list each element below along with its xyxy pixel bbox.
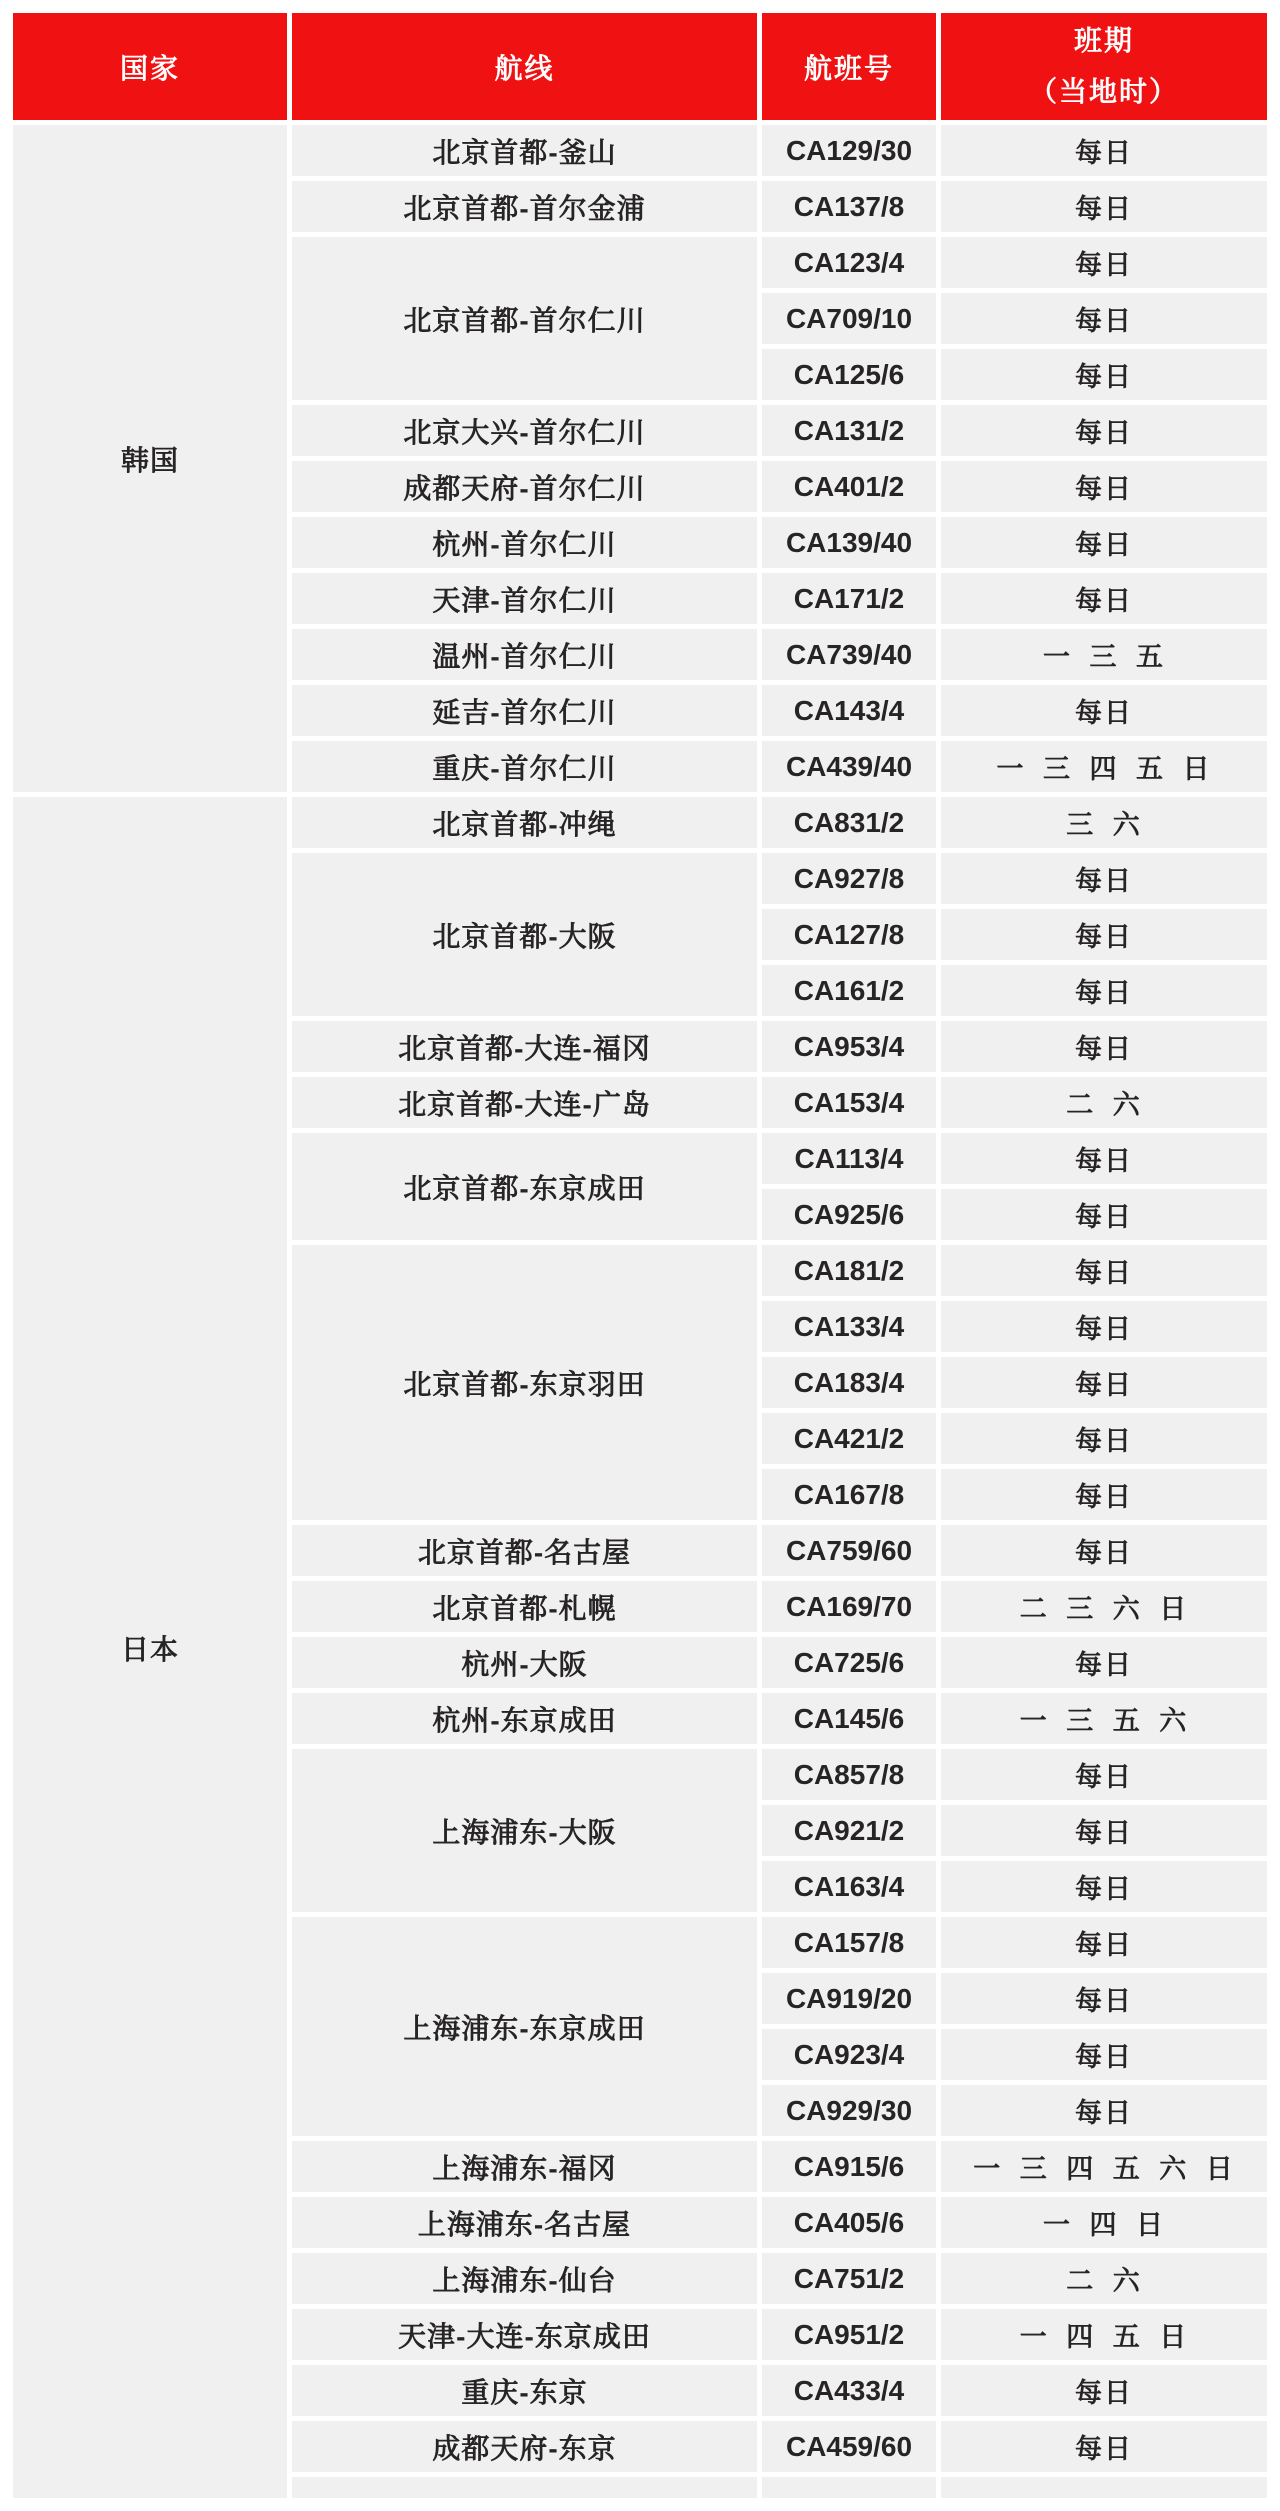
header-schedule-line1: 班期: [1073, 25, 1134, 57]
schedule-cell: 每日: [941, 2085, 1267, 2136]
cutoff-row-cell: [762, 2477, 936, 2498]
schedule-cell: 每日: [941, 1357, 1267, 1408]
schedule-cell: 每日: [941, 405, 1267, 456]
route-cell: 温州-首尔仁川: [292, 629, 757, 680]
schedule-cell: 每日: [941, 909, 1267, 960]
flight-no-cell: CA137/8: [762, 181, 936, 232]
route-cell: 天津-首尔仁川: [292, 573, 757, 624]
schedule-cell: 每日: [941, 1245, 1267, 1296]
route-cell: 北京首都-东京成田: [292, 1133, 757, 1240]
route-cell: 杭州-东京成田: [292, 1693, 757, 1744]
schedule-cell: 每日: [941, 1973, 1267, 2024]
schedule-cell: 每日: [941, 853, 1267, 904]
flight-no-cell: CA125/6: [762, 349, 936, 400]
schedule-cell: 每日: [941, 1805, 1267, 1856]
schedule-cell: 二 六: [941, 1077, 1267, 1128]
schedule-cell: 一 四 日: [941, 2197, 1267, 2248]
route-cell: 北京首都-大连-广岛: [292, 1077, 757, 1128]
flight-no-cell: CA421/2: [762, 1413, 936, 1464]
flight-no-cell: CA127/8: [762, 909, 936, 960]
flight-no-cell: CA739/40: [762, 629, 936, 680]
route-cell: 北京首都-首尔仁川: [292, 237, 757, 400]
flight-no-cell: CA405/6: [762, 2197, 936, 2248]
flight-no-cell: CA131/2: [762, 405, 936, 456]
schedule-cell: 一 三 四 五 日: [941, 741, 1267, 792]
schedule-cell: 二 三 六 日: [941, 1581, 1267, 1632]
flight-no-cell: CA953/4: [762, 1021, 936, 1072]
flight-no-cell: CA857/8: [762, 1749, 936, 1800]
schedule-cell: 每日: [941, 181, 1267, 232]
country-cell: 日本: [13, 797, 287, 2498]
schedule-cell: 每日: [941, 1189, 1267, 1240]
flight-no-cell: CA915/6: [762, 2141, 936, 2192]
flight-no-cell: CA157/8: [762, 1917, 936, 1968]
country-cell: 韩国: [13, 125, 287, 792]
flight-no-cell: CA725/6: [762, 1637, 936, 1688]
schedule-cell: 每日: [941, 2365, 1267, 2416]
cutoff-row-cell: [941, 2477, 1267, 2498]
flight-no-cell: CA923/4: [762, 2029, 936, 2080]
header-route: 航线: [292, 13, 757, 120]
flight-no-cell: CA163/4: [762, 1861, 936, 1912]
schedule-cell: 每日: [941, 2421, 1267, 2472]
schedule-cell: 每日: [941, 1301, 1267, 1352]
header-schedule: [941, 13, 1267, 120]
flight-no-cell: CA709/10: [762, 293, 936, 344]
schedule-cell: 每日: [941, 125, 1267, 176]
route-cell: 北京首都-釜山: [292, 125, 757, 176]
route-cell: 杭州-大阪: [292, 1637, 757, 1688]
route-cell: 成都天府-首尔仁川: [292, 461, 757, 512]
route-cell: 北京首都-大连-福冈: [292, 1021, 757, 1072]
schedule-cell: 一 三 四 五 六 日: [941, 2141, 1267, 2192]
route-cell: 杭州-首尔仁川: [292, 517, 757, 568]
flight-no-cell: CA927/8: [762, 853, 936, 904]
flight-no-cell: CA925/6: [762, 1189, 936, 1240]
route-cell: 上海浦东-福冈: [292, 2141, 757, 2192]
flight-no-cell: CA831/2: [762, 797, 936, 848]
route-cell: 上海浦东-大阪: [292, 1749, 757, 1912]
flight-no-cell: CA929/30: [762, 2085, 936, 2136]
schedule-cell: 每日: [941, 1133, 1267, 1184]
flight-no-cell: CA161/2: [762, 965, 936, 1016]
flight-no-cell: CA439/40: [762, 741, 936, 792]
route-cell: 北京首都-东京羽田: [292, 1245, 757, 1520]
schedule-cell: 每日: [941, 1021, 1267, 1072]
schedule-cell: 每日: [941, 685, 1267, 736]
header-schedule-line2: （当地时）: [1028, 75, 1179, 107]
schedule-cell: 一 三 五 六: [941, 1693, 1267, 1744]
flight-no-cell: CA153/4: [762, 1077, 936, 1128]
schedule-cell: 三 六: [941, 797, 1267, 848]
schedule-cell: 每日: [941, 1525, 1267, 1576]
flight-no-cell: CA401/2: [762, 461, 936, 512]
route-cell: 天津-大连-东京成田: [292, 2309, 757, 2360]
flight-no-cell: CA171/2: [762, 573, 936, 624]
schedule-cell: 每日: [941, 461, 1267, 512]
schedule-cell: 每日: [941, 1637, 1267, 1688]
schedule-cell: 每日: [941, 1469, 1267, 1520]
flight-no-cell: CA433/4: [762, 2365, 936, 2416]
flight-no-cell: CA113/4: [762, 1133, 936, 1184]
cutoff-row-cell: [292, 2477, 757, 2498]
flight-no-cell: CA123/4: [762, 237, 936, 288]
schedule-cell: 二 六: [941, 2253, 1267, 2304]
schedule-cell: 每日: [941, 965, 1267, 1016]
flight-schedule-table: [13, 13, 1267, 2498]
route-cell: 延吉-首尔仁川: [292, 685, 757, 736]
schedule-cell: 每日: [941, 1413, 1267, 1464]
schedule-cell: 每日: [941, 1861, 1267, 1912]
header-country: 国家: [13, 13, 287, 120]
schedule-cell: 每日: [941, 517, 1267, 568]
route-cell: 北京首都-札幌: [292, 1581, 757, 1632]
schedule-cell: 每日: [941, 349, 1267, 400]
route-cell: 北京大兴-首尔仁川: [292, 405, 757, 456]
flight-no-cell: CA759/60: [762, 1525, 936, 1576]
schedule-cell: 每日: [941, 1917, 1267, 1968]
flight-no-cell: CA183/4: [762, 1357, 936, 1408]
flight-no-cell: CA181/2: [762, 1245, 936, 1296]
schedule-cell: 每日: [941, 2029, 1267, 2080]
route-cell: 北京首都-名古屋: [292, 1525, 757, 1576]
flight-no-cell: CA951/2: [762, 2309, 936, 2360]
schedule-cell: 每日: [941, 1749, 1267, 1800]
schedule-cell: 每日: [941, 293, 1267, 344]
flight-no-cell: CA145/6: [762, 1693, 936, 1744]
route-cell: 上海浦东-东京成田: [292, 1917, 757, 2136]
route-cell: 成都天府-东京: [292, 2421, 757, 2472]
route-cell: 重庆-东京: [292, 2365, 757, 2416]
flight-no-cell: CA919/20: [762, 1973, 936, 2024]
schedule-cell: 每日: [941, 573, 1267, 624]
route-cell: 重庆-首尔仁川: [292, 741, 757, 792]
flight-no-cell: CA169/70: [762, 1581, 936, 1632]
route-cell: 上海浦东-名古屋: [292, 2197, 757, 2248]
schedule-cell: 一 四 五 日: [941, 2309, 1267, 2360]
schedule-cell: 一 三 五: [941, 629, 1267, 680]
flight-no-cell: CA167/8: [762, 1469, 936, 1520]
schedule-cell: 每日: [941, 237, 1267, 288]
flight-no-cell: CA133/4: [762, 1301, 936, 1352]
route-cell: 北京首都-大阪: [292, 853, 757, 1016]
flight-no-cell: CA143/4: [762, 685, 936, 736]
flight-no-cell: CA751/2: [762, 2253, 936, 2304]
flight-no-cell: CA129/30: [762, 125, 936, 176]
route-cell: 北京首都-首尔金浦: [292, 181, 757, 232]
route-cell: 北京首都-冲绳: [292, 797, 757, 848]
flight-no-cell: CA139/40: [762, 517, 936, 568]
flight-no-cell: CA459/60: [762, 2421, 936, 2472]
route-cell: 上海浦东-仙台: [292, 2253, 757, 2304]
flight-no-cell: CA921/2: [762, 1805, 936, 1856]
header-flight-no: 航班号: [762, 13, 936, 120]
